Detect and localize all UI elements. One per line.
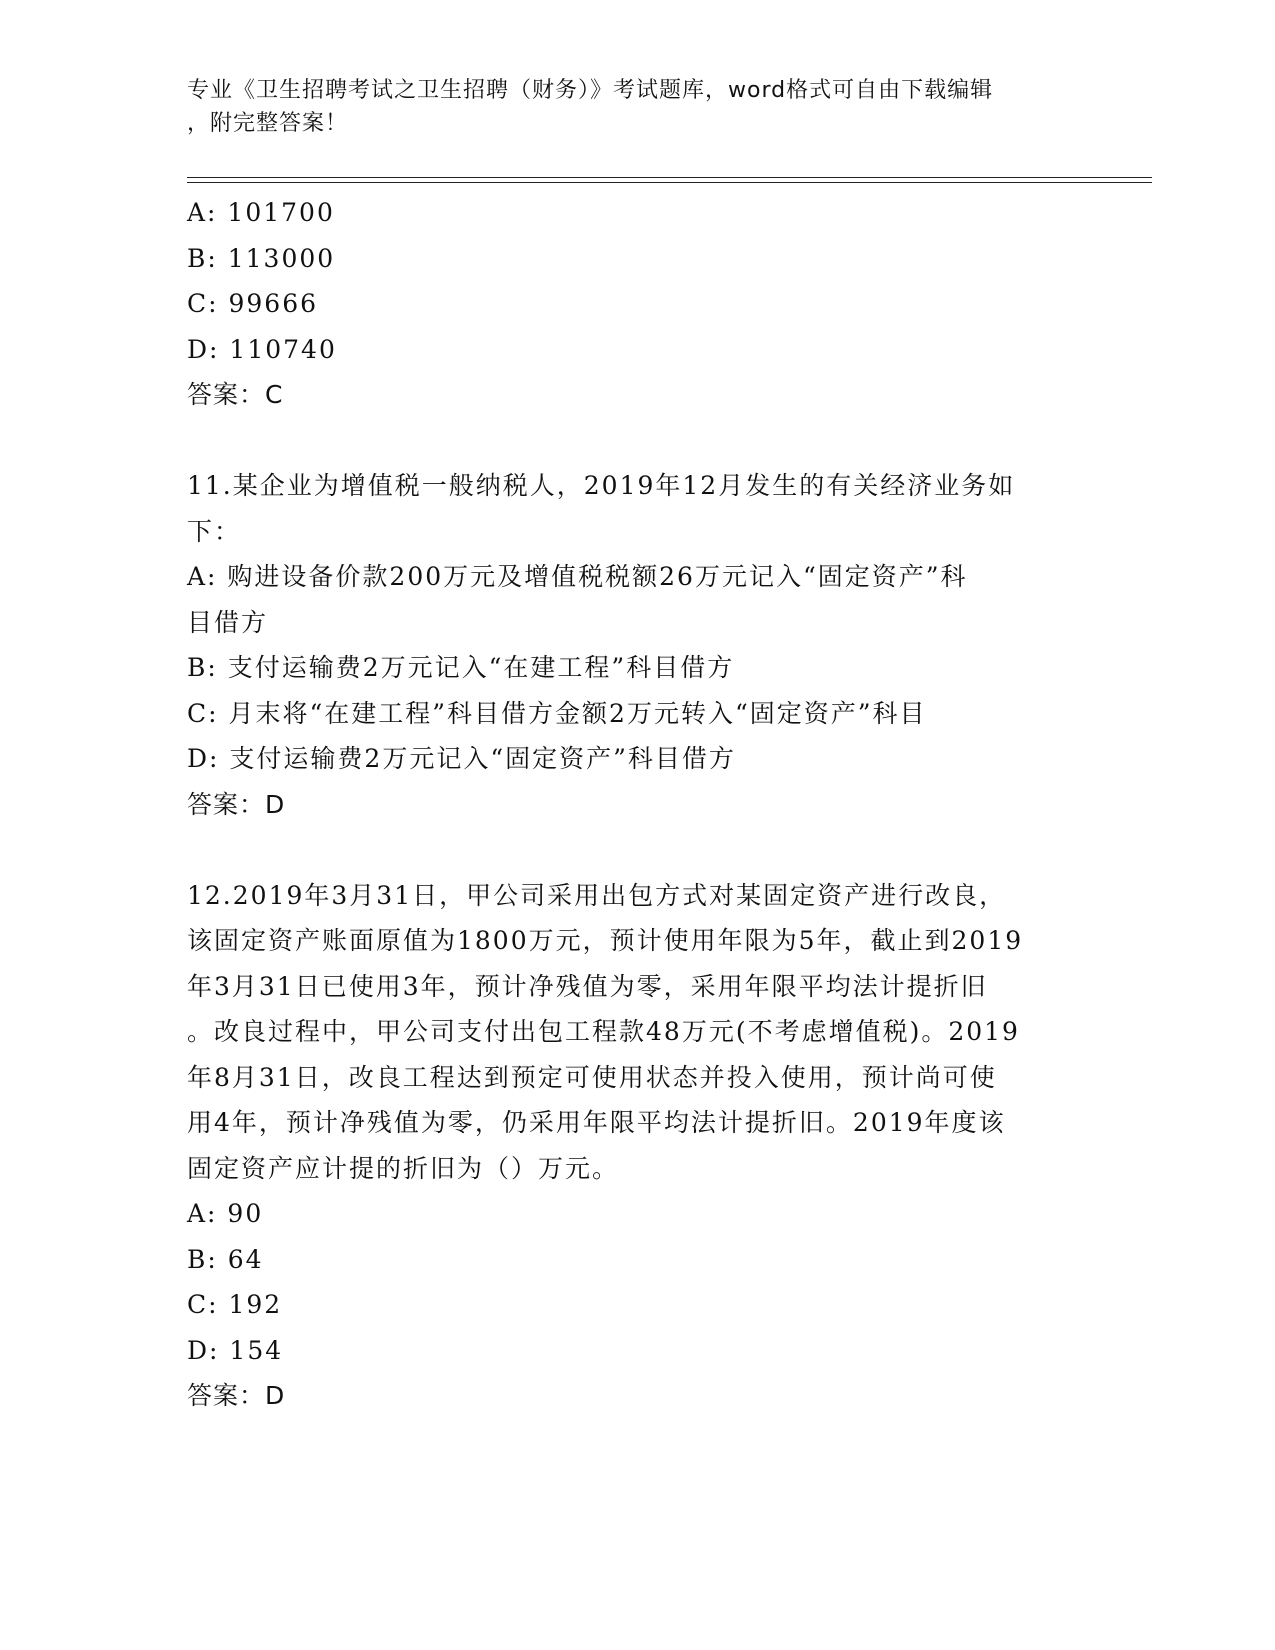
header-line-1: 专业《卫生招聘考试之卫生招聘（财务）》考试题库，word格式可自由下载编辑 bbox=[187, 78, 994, 103]
option-a: A: 101700 bbox=[187, 198, 335, 227]
option-d: D: 110740 bbox=[187, 334, 337, 364]
answer: 答案：D bbox=[187, 789, 286, 819]
option-c: C: 99666 bbox=[187, 289, 319, 318]
option-d: D: 支付运输费2万元记入“固定资产”科目借方 bbox=[187, 744, 736, 773]
spacer bbox=[187, 418, 1087, 464]
option-d: D: 154 bbox=[187, 1335, 284, 1365]
answer: 答案：D bbox=[187, 1381, 286, 1410]
option-b: B: 支付运输费2万元记入“在建工程”科目借方 bbox=[187, 653, 735, 682]
question-11 bbox=[187, 463, 1087, 827]
option-a: A: 购进设备价款200万元及增值税税额26万元记入“固定资产”科 bbox=[187, 562, 968, 591]
question-text-line: 12.2019年3月31日，甲公司采用出包方式对某固定资产进行改良， bbox=[187, 880, 1007, 910]
question-text-line: 固定资产应计提的折旧为（）万元。 bbox=[187, 1153, 620, 1183]
spacer bbox=[187, 827, 1087, 873]
header-divider-top bbox=[187, 177, 1152, 178]
option-b: B: 64 bbox=[187, 1244, 264, 1274]
option-a: A: 90 bbox=[187, 1199, 264, 1228]
question-content bbox=[187, 190, 1087, 1419]
question-text-line: 年8月31日，改良工程达到预定可使用状态并投入使用，预计尚可使 bbox=[187, 1062, 997, 1092]
document-header bbox=[187, 74, 1067, 140]
header-divider-bottom bbox=[187, 182, 1152, 183]
question-text-line: 11.某企业为增值税一般纳税人，2019年12月发生的有关经济业务如 bbox=[187, 471, 1016, 500]
option-c: C: 192 bbox=[187, 1290, 283, 1319]
question-text-line: 用4年，预计净残值为零，仍采用年限平均法计提折旧。2019年度该 bbox=[187, 1108, 1006, 1137]
question-text-line: 下： bbox=[187, 516, 242, 546]
question-text-line: 年3月31日已使用3年，预计净残值为零，采用年限平均法计提折旧 bbox=[187, 971, 988, 1001]
option-a-continued: 目借方 bbox=[187, 607, 269, 637]
option-c: C: 月末将“在建工程”科目借方金额2万元转入“固定资产”科目 bbox=[187, 698, 927, 728]
question-10-options bbox=[187, 190, 1087, 418]
question-12 bbox=[187, 873, 1087, 1419]
question-text-line: 。改良过程中，甲公司支付出包工程款48万元(不考虑增值税)。2019 bbox=[187, 1017, 1020, 1046]
question-text-line: 该固定资产账面原值为1800万元，预计使用年限为5年，截止到2019 bbox=[187, 926, 1024, 955]
answer: 答案：C bbox=[187, 380, 284, 409]
option-b: B: 113000 bbox=[187, 243, 336, 273]
header-line-2: ，附完整答案！ bbox=[187, 111, 349, 136]
